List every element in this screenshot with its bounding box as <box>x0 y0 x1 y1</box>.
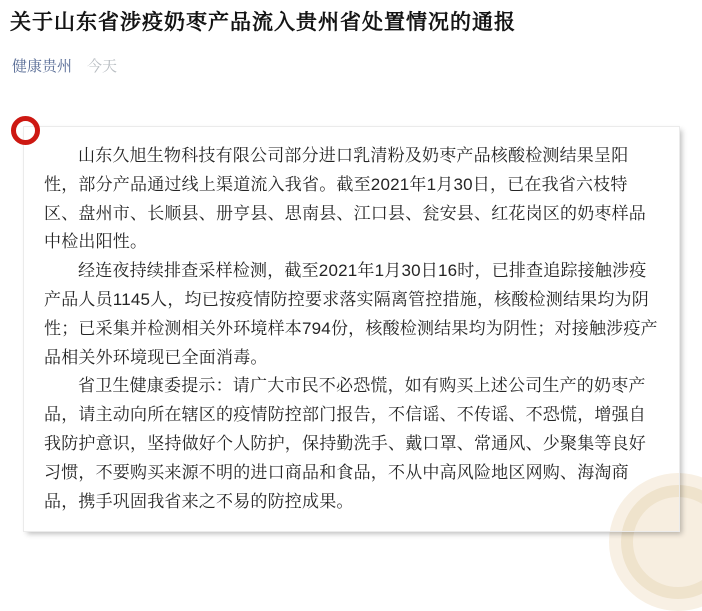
article-paragraph: 省卫生健康委提示：请广大市民不必恐慌，如有购买上述公司生产的奶枣产品，请主动向所在辖区的疫情防控部门报告，不信谣、不传谣、不恐慌，增强自我防护意识，坚持做好个人防护，保持勤洗手、戴口罩、常通风、少聚集等良好习惯，不要购买来源不明的进口商品和食品，不从中高风险地区网购、海淘商品，携手巩固我省来之不易的防控成果。 <box>44 376 646 511</box>
byline <box>12 57 117 77</box>
article-paragraph: 山东久旭生物科技有限公司部分进口乳清粉及奶枣产品核酸检测结果呈阳性，部分产品通过线上渠道流入我省。截至2021年1月30日，已在我省六枝特区、盘州市、长顺县、册亨县、思南县、江口县、瓮安县、红花岗区的奶枣样品中检出阳性。 <box>44 146 646 252</box>
annotation-circle-marker-icon <box>11 116 40 145</box>
article-paragraph: 经连夜持续排查采样检测，截至2021年1月30日16时，已排查追踪接触涉疫产品人员1145人，均已按疫情防控要求落实隔离管控措施，核酸检测结果均为阴性；已采集并检测相关外环境样本794份，核酸检测结果均为阴性；对接触涉疫产品相关外环境现已全面消毒。 <box>44 261 658 367</box>
account-name-link[interactable]: 健康贵州 <box>12 58 73 75</box>
publish-date: 今天 <box>87 58 118 75</box>
article-content-card <box>23 126 680 532</box>
page-title: 关于山东省涉疫奶枣产品流入贵州省处置情况的通报 <box>10 11 516 34</box>
